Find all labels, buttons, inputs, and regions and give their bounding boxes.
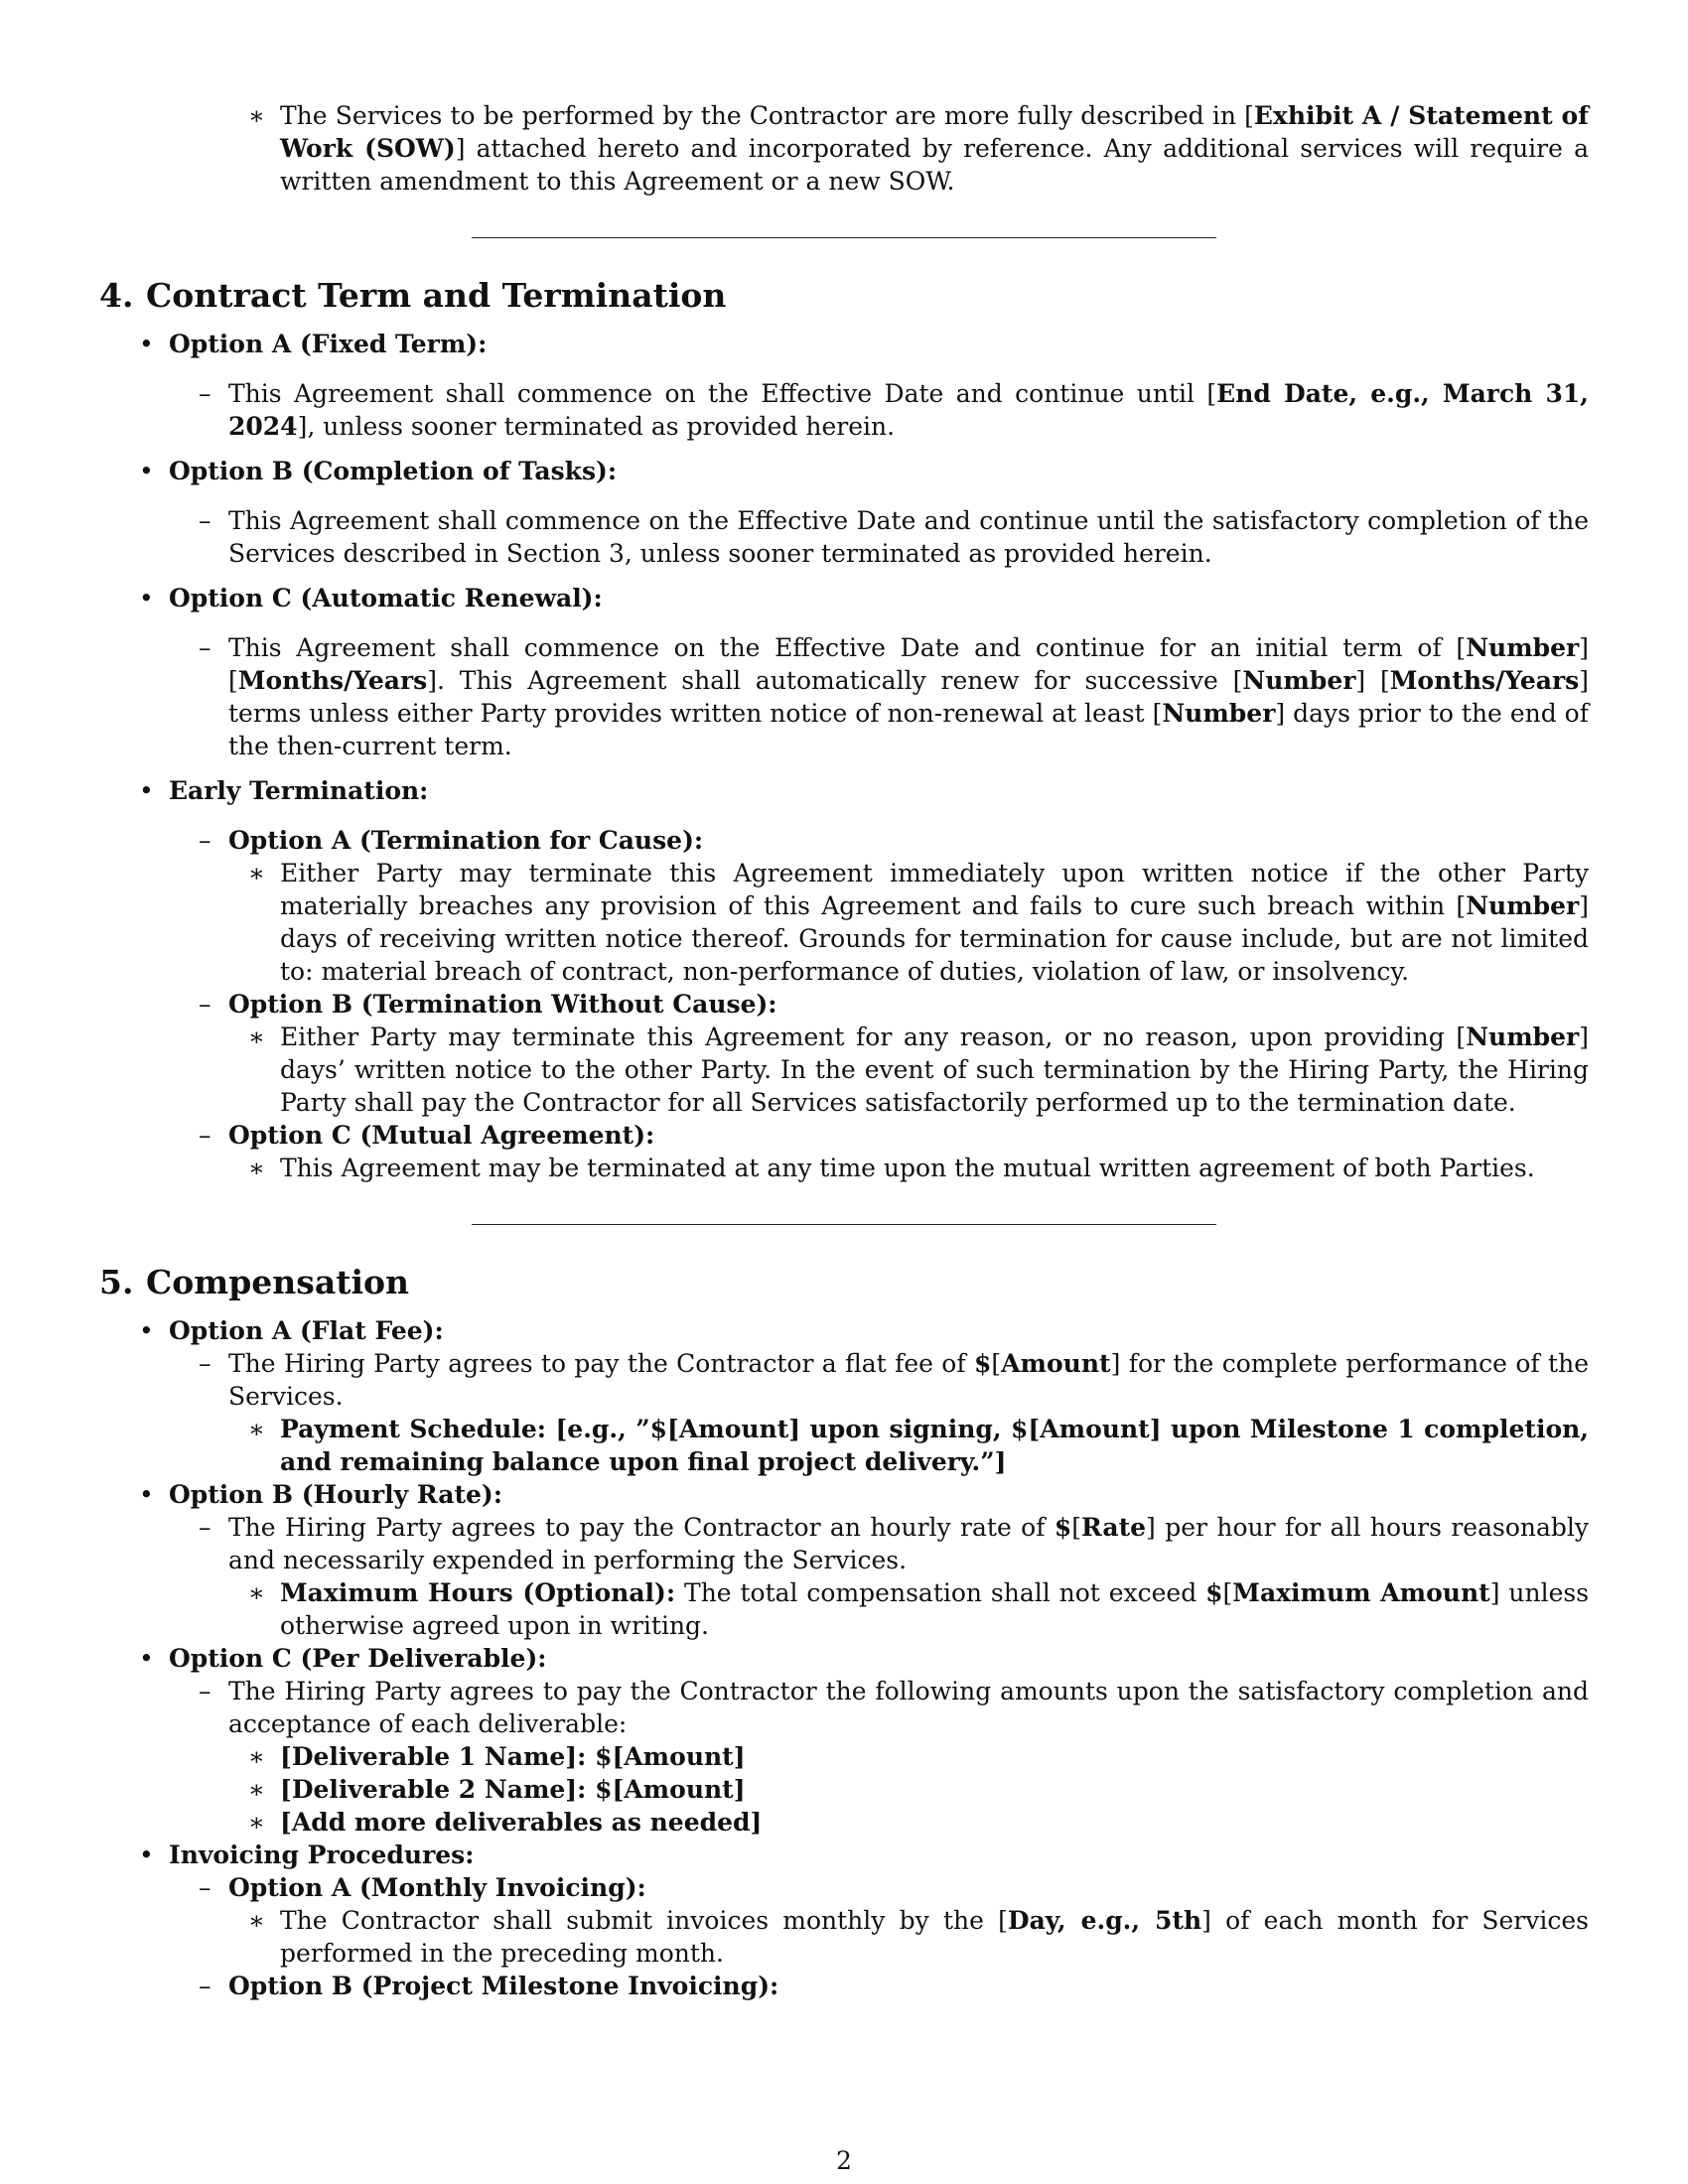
section-divider <box>472 1224 1216 1225</box>
bullet-marker: • <box>139 1841 154 1869</box>
dash-marker: – <box>199 1972 211 2000</box>
term-option-c: • Option C (Automatic Renewal): <box>139 584 603 613</box>
maximum-hours: ∗ Maximum Hours (Optional): The total compensation shall not exceed $[Maximum Amount] unless otherwise agreed upon in writing. <box>248 1578 1590 1640</box>
star-marker: ∗ <box>248 1742 265 1771</box>
bullet-marker: • <box>139 776 154 805</box>
deliverable-item: ∗ [Deliverable 2 Name]: $[Amount] <box>248 1775 746 1804</box>
star-marker: ∗ <box>248 859 265 887</box>
sow-reference-item <box>99 99 1589 198</box>
star-marker: ∗ <box>248 1023 265 1051</box>
early-option-a: – Option A (Termination for Cause): <box>199 826 704 855</box>
invoicing-procedures: • Invoicing Procedures: <box>139 1841 475 1869</box>
bullet-marker: • <box>139 1644 154 1673</box>
comp-option-b-text: – The Hiring Party agrees to pay the Contractor an hourly rate of $[Rate] per hour for all hours reasonably and necessarily expended in performing the Services. <box>199 1513 1589 1574</box>
early-option-a-text: ∗ Either Party may terminate this Agreement immediately upon written notice if the other Party materially breaches any provision of this Agreement and fails to cure such breach within [Number] days of receiving written notice thereof. Grounds for termination for cause include, but are not limited to: material breach of contract, non-performance of duties, violation of law, or insolvency. <box>248 859 1589 986</box>
early-option-b-text: ∗ Either Party may terminate this Agreement for any reason, or no reason, upon providing [Number] days’ written notice to the other Party. In the event of such termination by the Hiring Party, the Hiring Party shall pay the Contractor for all Services satisfactorily performed up to the termination date. <box>248 1023 1589 1117</box>
bullet-marker: • <box>139 1316 154 1345</box>
early-option-b: – Option B (Termination Without Cause): <box>199 990 777 1019</box>
comp-option-b: • Option B (Hourly Rate): <box>139 1480 502 1509</box>
dash-marker: – <box>199 379 211 408</box>
section-4-title: Contract Term and Termination <box>146 276 727 315</box>
early-option-c: – Option C (Mutual Agreement): <box>199 1121 655 1150</box>
bullet-marker: • <box>139 457 154 485</box>
comp-option-c: • Option C (Per Deliverable): <box>139 1644 547 1673</box>
document-page <box>99 99 1589 2002</box>
payment-schedule: ∗ Payment Schedule: [e.g., ”$[Amount] upon signing, $[Amount] upon Milestone 1 completion, and remaining balance upon final project delivery.”] <box>248 1415 1589 1476</box>
term-option-a-text: – This Agreement shall commence on the Effective Date and continue until [End Date, e.g., March 31, 2024], unless sooner terminated as provided herein. <box>199 379 1590 441</box>
section-5-title: Compensation <box>146 1263 409 1301</box>
comp-option-a-text: – The Hiring Party agrees to pay the Contractor a flat fee of $[Amount] for the complete performance of the Services. <box>199 1349 1589 1411</box>
early-termination: • Early Termination: <box>139 776 429 805</box>
term-option-a: • Option A (Fixed Term): <box>139 330 488 358</box>
dash-marker: – <box>199 633 211 662</box>
star-marker: ∗ <box>248 1415 265 1443</box>
star-marker: ∗ <box>248 1775 265 1804</box>
star-marker: ∗ <box>248 1154 265 1182</box>
dash-marker: – <box>199 990 211 1019</box>
term-option-b: • Option B (Completion of Tasks): <box>139 457 618 485</box>
sow-reference-text: The Services to be performed by the Contractor are more fully described in [Exhibit A / Statement of Work (SOW)] attached hereto and incorporated by reference. Any additional services will require a written amendment to this Agreement or a new SOW. <box>280 101 1590 196</box>
dash-marker: – <box>199 1121 211 1150</box>
page-number: 2 <box>836 2146 852 2175</box>
early-option-c-text: ∗ This Agreement may be terminated at any time upon the mutual written agreement of both Parties. <box>248 1154 1535 1182</box>
invoicing-option-b: – Option B (Project Milestone Invoicing): <box>199 1972 779 2000</box>
comp-option-c-text: – The Hiring Party agrees to pay the Contractor the following amounts upon the satisfactory completion and acceptance of each deliverable: <box>199 1677 1589 1738</box>
term-option-c-text: – This Agreement shall commence on the Effective Date and continue for an initial term of [Number] [Months/Years]. This Agreement shall automatically renew for successive [Number] [Months/Years] terms unless either Party provides written notice of non-renewal at least [Number] days prior to the end of the then-current term. <box>199 633 1589 760</box>
section-5-heading: 5. Compensation <box>99 1263 409 1301</box>
star-marker: ∗ <box>248 101 265 130</box>
dash-marker: – <box>199 826 211 855</box>
dash-marker: – <box>199 1677 211 1706</box>
comp-option-a: • Option A (Flat Fee): <box>139 1316 444 1345</box>
bullet-marker: • <box>139 330 154 358</box>
star-marker: ∗ <box>248 1808 265 1837</box>
invoicing-option-a: – Option A (Monthly Invoicing): <box>199 1873 646 1902</box>
dash-marker: – <box>199 1513 211 1542</box>
deliverable-item: ∗ [Add more deliverables as needed] <box>248 1808 763 1837</box>
dash-marker: – <box>199 506 211 535</box>
deliverable-item: ∗ [Deliverable 1 Name]: $[Amount] <box>248 1742 746 1771</box>
dash-marker: – <box>199 1873 211 1902</box>
dash-marker: – <box>199 1349 211 1378</box>
bullet-marker: • <box>139 584 154 613</box>
section-4-heading: 4. Contract Term and Termination <box>99 276 727 315</box>
invoicing-option-a-text: ∗ The Contractor shall submit invoices monthly by the [Day, e.g., 5th] of each month for Services performed in the preceding month. <box>248 1906 1589 1968</box>
bullet-marker: • <box>139 1480 154 1509</box>
star-marker: ∗ <box>248 1906 265 1935</box>
section-divider <box>472 237 1216 238</box>
star-marker: ∗ <box>248 1578 265 1607</box>
term-option-b-text: – This Agreement shall commence on the Effective Date and continue until the satisfactory completion of the Services described in Section 3, unless sooner terminated as provided herein. <box>199 506 1589 568</box>
